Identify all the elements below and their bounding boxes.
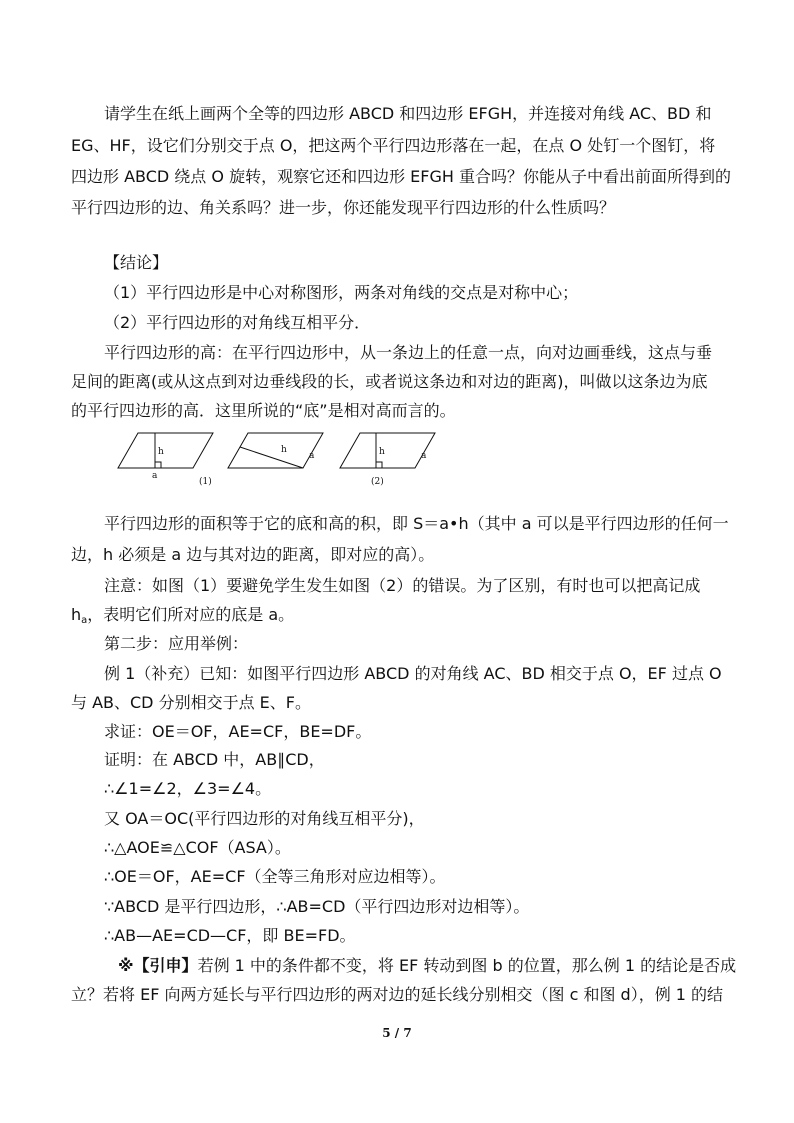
fig3-right-angle xyxy=(376,462,382,468)
fig3-a-label: a xyxy=(421,451,427,461)
height-def-line-3: 的平行四边形的高．这里所说的“底”是相对高而言的。 xyxy=(71,401,456,420)
area-line-2: 边，h 必须是 a 边与其对边的距离，即对应的高）。 xyxy=(71,545,435,564)
note-line-2-text: ，表明它们所对应的底是 a。 xyxy=(87,605,295,624)
conclusion-item-2: （2）平行四边形的对角线互相平分． xyxy=(104,313,371,332)
proof-line-6: ∴OE＝OF，AE=CF（全等三角形对应边相等）。 xyxy=(104,867,446,886)
example-line-2: 与 AB、CD 分别相交于点 E、F。 xyxy=(71,693,311,712)
intro-line-3: 四边形 ABCD 绕点 O 旋转，观察它还和四边形 EFGH 重合吗？你能从子中看出前面所得到的 xyxy=(71,167,731,186)
proof-line-4: 又 OA＝OC(平行四边形的对角线互相平分)， xyxy=(104,809,425,828)
extension-line-1 xyxy=(118,956,736,976)
parallelogram-figures xyxy=(110,425,450,495)
height-def-line-1: 平行四边形的高：在平行四边形中，从一条边上的任意一点，向对边画垂线，这点与垂 xyxy=(104,343,713,362)
area-line-1: 平行四边形的面积等于它的底和高的积，即 S＝a•h（其中 a 可以是平行四边形的任何一 xyxy=(104,514,729,533)
fig1-right-angle xyxy=(155,462,161,468)
extension-line-2: 立？若将 EF 向两方延长与平行四边形的两对边的延长线分别相交（图 c 和图 d），例 1 的结 xyxy=(71,985,724,1004)
fig3-caption: (2) xyxy=(371,477,384,487)
height-def-line-2: 足间的距离(或从这点到对边垂线段的长，或者说这条边和对边的距离)，叫做以这条边为底 xyxy=(71,372,708,391)
fig2-h-label: h xyxy=(281,445,287,455)
intro-line-1: 请学生在纸上画两个全等的四边形 ABCD 和四边形 EFGH，并连接对角线 AC、BD 和 xyxy=(104,104,712,123)
proof-line-8: ∴AB—AE=CD—CF，即 BE=FD。 xyxy=(104,926,356,945)
fig1-a-label: a xyxy=(152,471,158,481)
fig1-caption: (1) xyxy=(199,477,212,487)
intro-line-4: 平行四边形的边、角关系吗？进一步，你还能发现平行四边形的什么性质吗？ xyxy=(71,198,616,217)
intro-line-2: EG、HF，设它们分别交于点 O，把这两个平行四边形落在一起，在点 O 处钉一个图钉，将 xyxy=(71,136,716,155)
page-number: 5 / 7 xyxy=(382,1026,412,1040)
proof-line-5: ∴△AOE≌△COF（ASA）。 xyxy=(104,838,291,857)
proof-line-1: 求证：OE＝OF，AE=CF，BE=DF。 xyxy=(104,722,372,741)
note-h-subscript: a xyxy=(81,615,88,626)
extension-tag: ※【引申】 xyxy=(118,956,198,975)
fig2-height-line xyxy=(240,447,303,468)
fig3-h-label: h xyxy=(379,447,385,457)
extension-line-1-text: 若例 1 中的条件都不变，将 EF 转动到图 b 的位置，那么例 1 的结论是否成 xyxy=(197,956,737,975)
example-line-1: 例 1（补充）已知：如图平行四边形 ABCD 的对角线 AC、BD 相交于点 O，EF 过点 O xyxy=(104,664,722,683)
conclusion-item-1: （1）平行四边形是中心对称图形，两条对角线的交点是对称中心； xyxy=(104,283,579,302)
proof-line-2: 证明：在 ABCD 中，AB∥CD， xyxy=(104,750,325,769)
note-line-2 xyxy=(71,605,294,631)
note-line-1: 注意：如图（1）要避免学生发生如图（2）的错误。为了区别，有时也可以把高记成 xyxy=(104,576,701,595)
proof-line-3: ∴∠1=∠2，∠3=∠4。 xyxy=(104,779,272,798)
step2-heading: 第二步：应用举例： xyxy=(104,634,249,653)
note-h-symbol: h xyxy=(71,605,82,624)
proof-line-7: ∵ABCD 是平行四边形，∴AB=CD（平行四边形对边相等）。 xyxy=(104,897,530,916)
fig2-a-label: a xyxy=(309,451,315,461)
fig1-parallelogram xyxy=(118,433,213,468)
fig1-h-label: h xyxy=(158,447,164,457)
conclusion-heading: 【结论】 xyxy=(104,253,169,272)
